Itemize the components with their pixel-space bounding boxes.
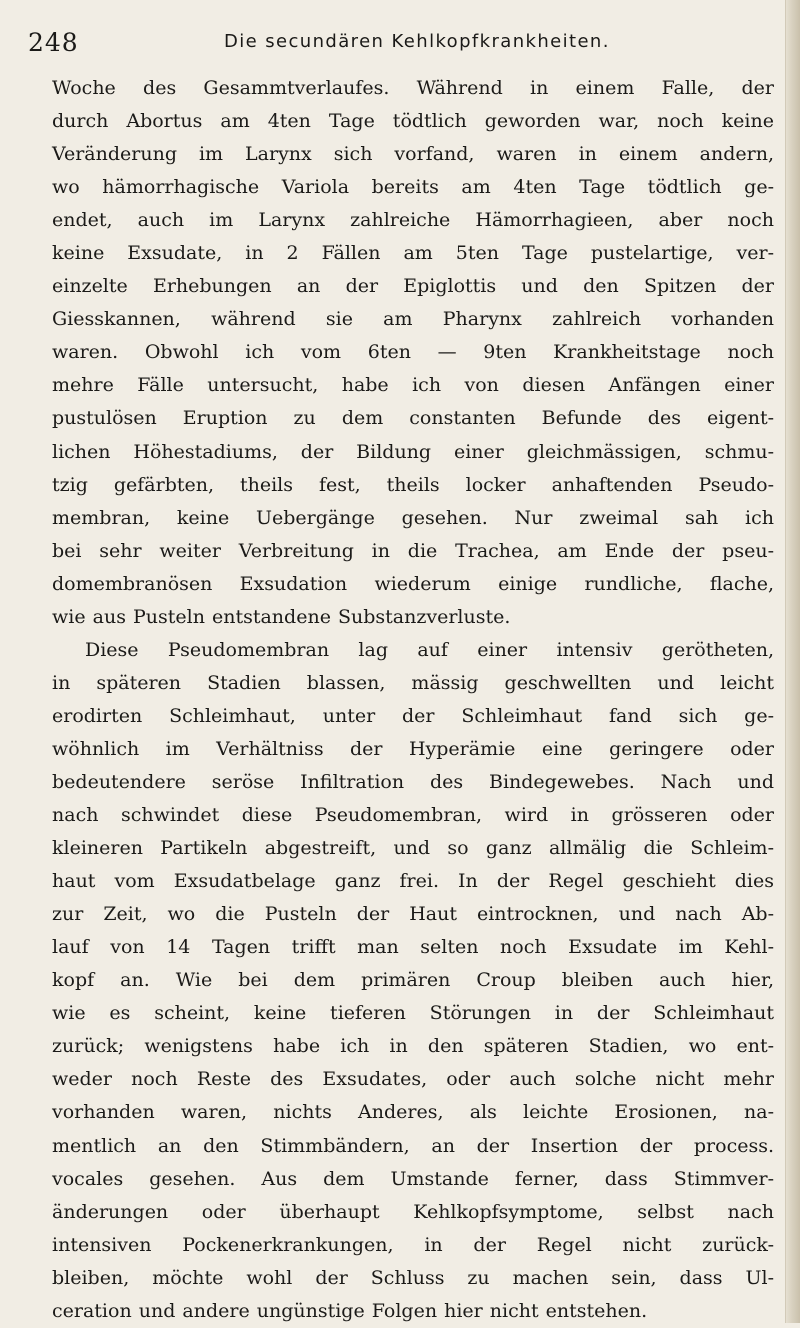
text-line: zurück; wenigstens habe ich in den späteren Stadien, wo ent-: [52, 1035, 774, 1058]
text-line: Giesskannen, während sie am Pharynx zahlreich vorhanden: [52, 308, 774, 331]
page-number: 248: [28, 28, 79, 57]
text-line: wo hämorrhagische Variola bereits am 4ten Tage tödtlich ge-: [52, 176, 774, 199]
text-line: nach schwindet diese Pseudomembran, wird in grösseren oder: [52, 804, 774, 827]
text-line: endet, auch im Larynx zahlreiche Hämorrhagieen, aber noch: [52, 209, 774, 232]
page-header: [28, 28, 768, 60]
text-line: wie es scheint, keine tieferen Störungen in der Schleimhaut: [52, 1002, 774, 1025]
text-line: bedeutendere seröse Infiltration des Bindegewebes. Nach und: [52, 770, 774, 793]
text-line: membran, keine Uebergänge gesehen. Nur zweimal sah ich: [52, 506, 774, 529]
text-line: Woche des Gesammtverlaufes. Während in einem Falle, der: [52, 77, 774, 99]
text-line: intensiven Pockenerkrankungen, in der Regel nicht zurück-: [52, 1233, 774, 1256]
text-line: mehre Fälle untersucht, habe ich von diesen Anfängen einer: [52, 374, 774, 397]
text-line: lauf von 14 Tagen trifft man selten noch Exsudate im Kehl-: [52, 936, 774, 959]
body-text: [52, 72, 774, 1328]
page-edge: [786, 0, 800, 1323]
text-line: wöhnlich im Verhältniss der Hyperämie eine geringere oder: [52, 737, 774, 760]
text-line: keine Exsudate, in 2 Fällen am 5ten Tage pustelartige, ver-: [52, 242, 774, 265]
paragraph-last-line: ceration und andere ungünstige Folgen hier nicht entstehen.: [52, 1299, 648, 1322]
text-line: änderungen oder überhaupt Kehlkopfsymptome, selbst nach: [52, 1200, 774, 1223]
paragraph-last-line: wie aus Pusteln entstandene Substanzverluste.: [52, 605, 511, 628]
text-line: tzig gefärbten, theils fest, theils locker anhaftenden Pseudo-: [52, 473, 774, 496]
text-line: zur Zeit, wo die Pusteln der Haut eintrocknen, und nach Ab-: [52, 903, 774, 926]
running-head: Die secundären Kehlkopfkrankheiten.: [224, 31, 610, 52]
text-line: kleineren Partikeln abgestreift, und so ganz allmälig die Schleim-: [52, 837, 774, 860]
text-line: Veränderung im Larynx sich vorfand, waren in einem andern,: [52, 143, 774, 166]
text-line: bei sehr weiter Verbreitung in die Trachea, am Ende der pseu-: [52, 539, 774, 562]
text-line: in späteren Stadien blassen, mässig geschwellten und leicht: [52, 671, 774, 694]
text-line: vorhanden waren, nichts Anderes, als leichte Erosionen, na-: [52, 1101, 774, 1124]
text-line: waren. Obwohl ich vom 6ten — 9ten Krankheitstage noch: [52, 341, 774, 364]
text-line: mentlich an den Stimmbändern, an der Insertion der process.: [52, 1134, 774, 1157]
text-line: haut vom Exsudatbelage ganz frei. In der Regel geschieht dies: [52, 870, 774, 893]
text-line: pustulösen Eruption zu dem constanten Befunde des eigent-: [52, 407, 774, 430]
paragraph-first-line: Diese Pseudomembran lag auf einer intensiv gerötheten,: [85, 638, 774, 661]
text-line: einzelte Erhebungen an der Epiglottis und den Spitzen der: [52, 275, 774, 298]
text-line: lichen Höhestadiums, der Bildung einer gleichmässigen, schmu-: [52, 440, 774, 463]
text-line: domembranösen Exsudation wiederum einige rundliche, flache,: [52, 572, 774, 595]
text-line: durch Abortus am 4ten Tage tödtlich geworden war, noch keine: [52, 110, 774, 133]
text-line: erodirten Schleimhaut, unter der Schleimhaut fand sich ge-: [52, 704, 774, 727]
text-line: kopf an. Wie bei dem primären Croup bleiben auch hier,: [52, 969, 774, 992]
text-line: bleiben, möchte wohl der Schluss zu machen sein, dass Ul-: [52, 1266, 774, 1289]
text-line: vocales gesehen. Aus dem Umstande ferner, dass Stimmver-: [52, 1167, 774, 1190]
text-line: weder noch Reste des Exsudates, oder auch solche nicht mehr: [52, 1068, 774, 1091]
